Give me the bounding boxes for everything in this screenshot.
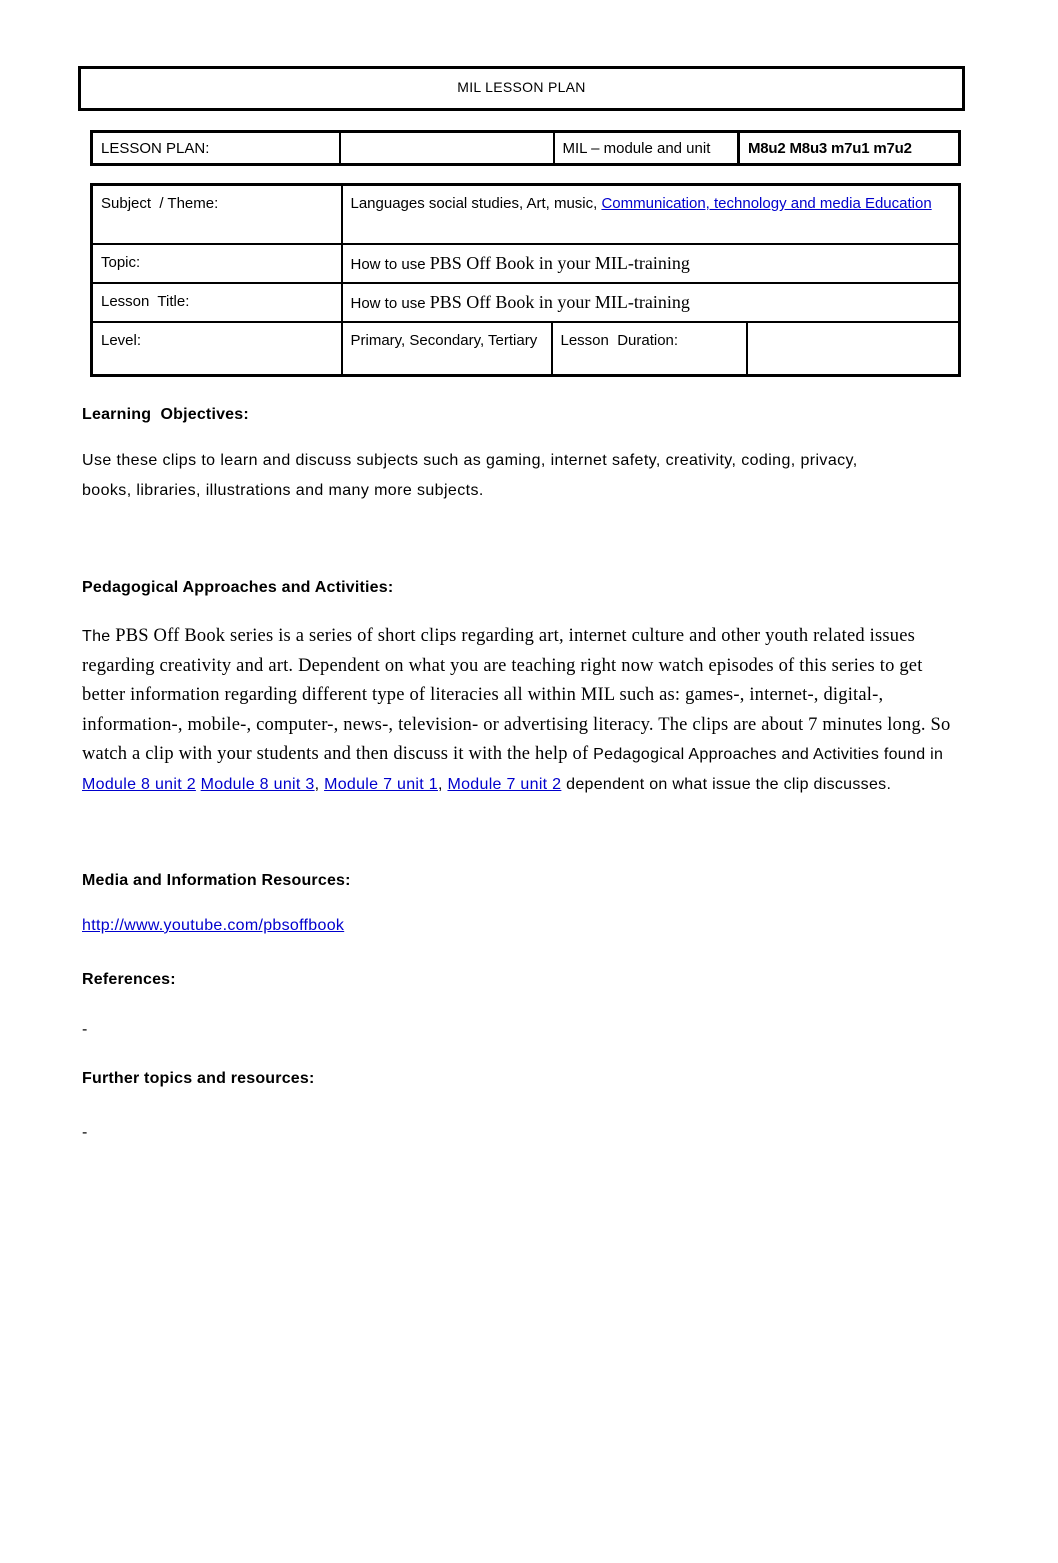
lesson-plan-table xyxy=(90,130,961,166)
lesson-duration-label: Lesson Duration: xyxy=(552,322,747,376)
module-8-unit-3-link[interactable]: Module 8 unit 3 xyxy=(200,775,315,793)
pedagogy-tail-text: dependent on what issue the clip discusses. xyxy=(561,775,892,793)
link-separator: , xyxy=(314,775,325,793)
learning-objectives-paragraph: Use these clips to learn and discuss subjects such as gaming, internet safety, creativity, coding, privacy, books, libraries, illustrations and many more subjects. xyxy=(82,452,858,499)
lesson-plan-value-cell[interactable] xyxy=(340,132,554,165)
references-heading: References: xyxy=(82,971,176,988)
lesson-title-row xyxy=(92,283,960,322)
module-8-unit-2-link[interactable]: Module 8 unit 2 xyxy=(82,775,196,793)
subject-theme-value-cell xyxy=(342,185,960,245)
further-topics-placeholder: - xyxy=(82,1124,88,1141)
pedagogical-approaches-heading: Pedagogical Approaches and Activities: xyxy=(82,579,394,596)
topic-value-cell xyxy=(342,244,960,283)
document-title-box xyxy=(78,66,965,111)
module-7-unit-2-link[interactable]: Module 7 unit 2 xyxy=(447,775,562,793)
references-placeholder: - xyxy=(82,1021,88,1038)
topic-label: Topic: xyxy=(92,244,342,283)
subject-theme-row xyxy=(92,185,960,245)
topic-text-serif: PBS Off Book in your MIL-training xyxy=(429,253,690,273)
document-page xyxy=(0,66,1058,1563)
youtube-pbsoffbook-link[interactable]: http://www.youtube.com/pbsoffbook xyxy=(82,917,345,934)
mil-module-unit-label: MIL – module and unit xyxy=(554,132,739,165)
lesson-title-text-serif: PBS Off Book in your MIL-training xyxy=(429,292,690,312)
pedagogy-lead-text: The xyxy=(82,628,116,645)
subject-theme-content xyxy=(351,191,946,217)
media-resources-paragraph xyxy=(82,915,1058,937)
topic-text-sans: How to use xyxy=(350,256,430,273)
lesson-plan-row xyxy=(92,132,960,165)
lesson-duration-value-cell[interactable] xyxy=(747,322,960,376)
module-7-unit-1-link[interactable]: Module 7 unit 1 xyxy=(324,775,438,793)
level-value: Primary, Secondary, Tertiary xyxy=(342,322,552,376)
link-separator: , xyxy=(437,775,448,793)
lesson-title-label: Lesson Title: xyxy=(92,283,342,322)
pedagogy-mid-text: Pedagogical Approaches and Activities found in xyxy=(593,746,944,763)
learning-objectives-heading: Learning Objectives: xyxy=(82,406,249,423)
lesson-plan-label: LESSON PLAN: xyxy=(92,132,340,165)
subject-theme-text: Languages social studies, Art, music, xyxy=(350,195,602,212)
lesson-details-table xyxy=(90,183,961,377)
topic-row xyxy=(92,244,960,283)
subject-theme-link[interactable]: Communication, technology and media Education xyxy=(601,195,932,212)
lesson-title-text-sans: How to use xyxy=(350,295,430,312)
further-topics-heading: Further topics and resources: xyxy=(82,1070,315,1087)
pedagogical-approaches-paragraph xyxy=(82,622,962,799)
lesson-title-value-cell xyxy=(342,283,960,322)
level-row xyxy=(92,322,960,376)
document-title: MIL LESSON PLAN xyxy=(457,79,586,95)
pedagogy-serif-text: PBS Off Book series is a series of short clips regarding art, internet culture and other youth related issues regarding creativity and art. Dependent on what you are teaching right now watch episodes of this series to get better information regarding different type of literacies all within MIL such as: games-, internet-, digital-, information-, mobile-, computer-, news-, television- or advertising literacy. The clips are about 7 minutes long. So watch a clip with your students and then discuss it with the help of xyxy=(82,626,951,764)
media-resources-heading: Media and Information Resources: xyxy=(82,872,351,889)
mil-module-unit-value: M8u2 M8u3 m7u1 m7u2 xyxy=(739,132,960,165)
level-label: Level: xyxy=(92,322,342,376)
subject-theme-label: Subject / Theme: xyxy=(92,185,342,245)
